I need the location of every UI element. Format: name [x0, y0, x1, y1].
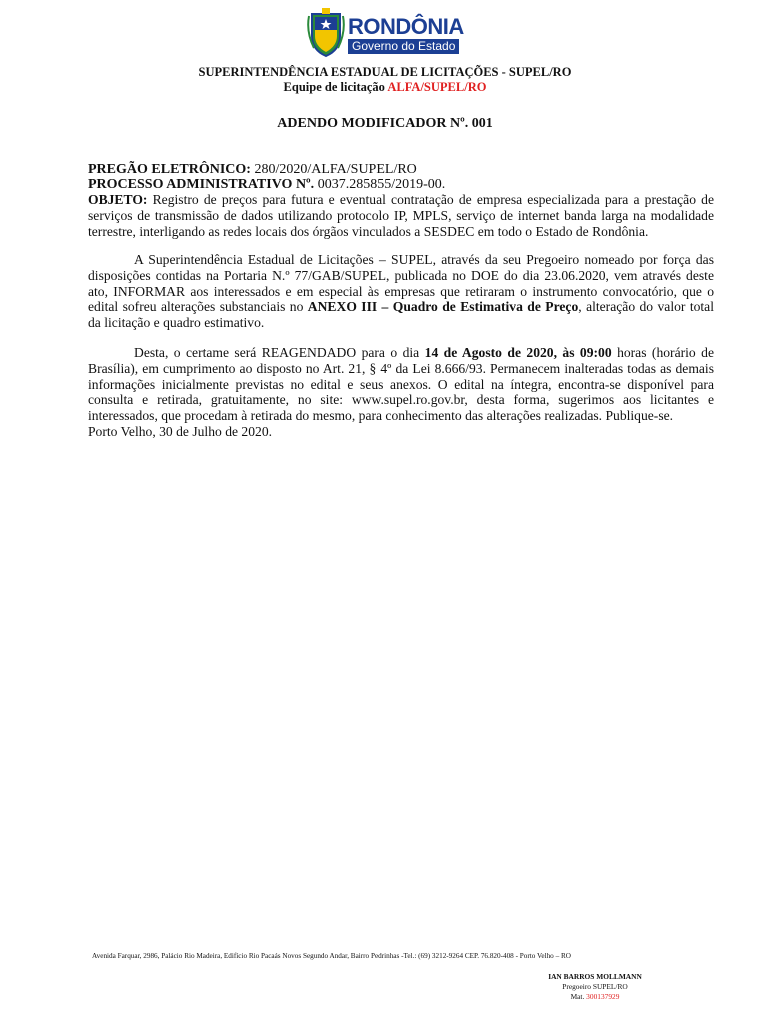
- objeto-paragraph: [88, 192, 714, 239]
- signer-name: IAN BARROS MOLLMANN: [548, 972, 642, 981]
- processo-value: 0037.285855/2019-00.: [314, 177, 446, 192]
- paragraph2-text-b: horas (horário de Brasília), em cumprimento ao disposto no Art. 21, § 4º da Lei 8.666/93. Permanecem inalteradas todas as demais informações inicialmente previstas no edital e seus anexos. O edital na íntegra, encontra-se disponível para consulta e retirada, gratuitamente, no site: www.supel.ro.gov.br, desta forma, sugerimos aos licitantes e interessados, que procedam à retirada do mesmo, para conhecimento das alterações realizadas. Publique-se.: [88, 345, 714, 424]
- pregao-label: PREGÃO ELETRÔNICO:: [88, 162, 251, 177]
- objeto-label: OBJETO:: [88, 192, 148, 207]
- signer-role: Pregoeiro SUPEL/RO: [562, 982, 628, 991]
- pregao-line: [88, 162, 714, 178]
- objeto-value: Registro de preços para futura e eventual contratação de empresa especializada para a prestação de serviços de transmissão de dados utilizando protocolo IP, MPLS, serviço de internet banda larga na modalidade terrestre, interligando as redes locais dos órgãos vinculados a SESDEC em todo o Estado de Rondônia.: [88, 192, 714, 239]
- rondonia-logo: [306, 6, 466, 58]
- header-team-highlight: ALFA/SUPEL/RO: [387, 80, 487, 94]
- signer-registration: [530, 992, 660, 1001]
- paragraph1-text-b: , alteração do valor total da licitação e quadro estimativo.: [88, 299, 714, 331]
- header-agency: SUPERINTENDÊNCIA ESTADUAL DE LICITAÇÕES - SUPEL/RO: [198, 65, 572, 79]
- state-coat-of-arms-icon: [306, 6, 346, 58]
- footer-address: Avenida Farquar, 2986, Palácio Rio Madeira, Edifício Rio Pacaás Novos Segundo Andar, Bairro Pedrinhas -Tel.: (69) 3212-9264 CEP. 76.820-408 - Porto Velho – RO: [92, 952, 571, 960]
- logo-brand-text: RONDÔNIA: [348, 14, 464, 39]
- header-team-prefix: Equipe de licitação: [283, 80, 388, 94]
- pregao-value: 280/2020/ALFA/SUPEL/RO: [250, 162, 417, 177]
- closing-date: Porto Velho, 30 de Julho de 2020.: [88, 424, 273, 439]
- signer-mat-value: 300137929: [586, 992, 620, 1001]
- header-team: [0, 80, 770, 95]
- paragraph1-text-a: A Superintendência Estadual de Licitações – SUPEL, através da seu Pregoeiro nomeado por força das disposições contidas na Portaria N.º 77/GAB/SUPEL, publicada no DOE do dia 23.06.2020, vem através deste ato, INFORMAR aos interessados e em especial às empresas que retiraram o instrumento convocatório, que o edital sofreu alterações substanciais no: [88, 252, 714, 315]
- processo-label: PROCESSO ADMINISTRATIVO Nº.: [88, 177, 315, 192]
- paragraph-announcement: [88, 252, 714, 331]
- document-title: ADENDO MODIFICADOR Nº. 001: [277, 116, 493, 131]
- paragraph2-text-a: Desta, o certame será REAGENDADO para o dia: [134, 345, 425, 360]
- logo-subtitle: Governo do Estado: [348, 39, 459, 54]
- paragraph1-bold: ANEXO III – Quadro de Estimativa de Preço: [307, 299, 579, 315]
- signer-mat-label: Mat.: [570, 992, 587, 1001]
- paragraph-reschedule: [88, 345, 714, 424]
- processo-line: [88, 177, 714, 193]
- paragraph2-bold: 14 de Agosto de 2020, às 09:00: [424, 345, 612, 360]
